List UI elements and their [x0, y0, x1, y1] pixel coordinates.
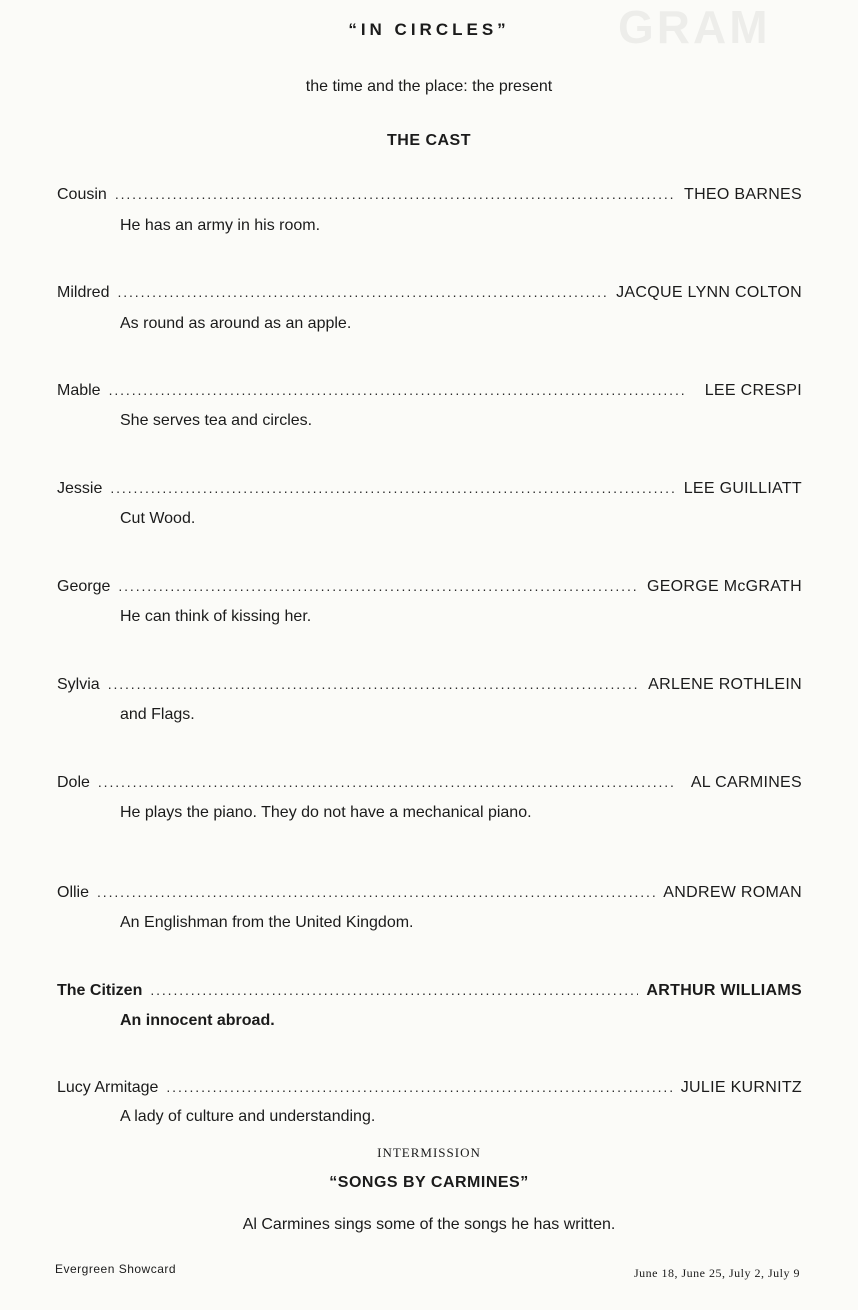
actor-name: THEO BARNES [684, 186, 802, 203]
cast-entry-sylvia [57, 676, 802, 694]
cast-heading: THE CAST [387, 132, 471, 149]
role-name: Ollie [57, 884, 90, 901]
intermission-label: INTERMISSION [377, 1145, 481, 1160]
cast-entry-ollie [57, 884, 802, 902]
bleed-through-text: GRAM [618, 1, 771, 53]
role-name: The Citizen [57, 982, 143, 999]
role-name: Jessie [57, 480, 103, 497]
role-description: and Flags. [120, 706, 195, 723]
role-description: A lady of culture and understanding. [120, 1108, 376, 1125]
actor-name: ANDREW ROMAN [663, 884, 802, 901]
cast-entry-george [57, 578, 802, 596]
role-name: Dole [57, 774, 90, 791]
actor-name: LEE GUILLIATT [683, 480, 802, 497]
role-description: He can think of kissing her. [120, 608, 312, 625]
role-name: Sylvia [57, 676, 100, 693]
cast-entry-mildred [57, 284, 802, 302]
actor-name: LEE CRESPI [704, 382, 802, 399]
role-description: Cut Wood. [120, 510, 196, 527]
role-name: Lucy Armitage [57, 1079, 159, 1096]
leader-dots [118, 578, 639, 594]
leader-dots [108, 676, 640, 692]
actor-name: ARTHUR WILLIAMS [646, 982, 802, 999]
role-name: Cousin [57, 186, 107, 203]
setting-line: the time and the place: the present [305, 78, 553, 95]
songs-heading: “SONGS BY CARMINES” [329, 1174, 529, 1191]
songs-description: Al Carmines sings some of the songs he has written. [242, 1216, 616, 1233]
leader-dots [110, 480, 675, 496]
actor-name: JULIE KURNITZ [680, 1079, 802, 1096]
cast-entry-lucy-armitage [57, 1079, 802, 1097]
actor-name: ARLENE ROTHLEIN [648, 676, 802, 693]
play-title: “IN CIRCLES” [348, 20, 510, 39]
leader-dots [109, 382, 697, 398]
cast-entry-jessie [57, 480, 802, 498]
actor-name: JACQUE LYNN COLTON [616, 284, 802, 301]
leader-dots [150, 982, 638, 998]
leader-dots [97, 884, 655, 900]
leader-dots [117, 284, 608, 300]
cast-entry-dole [57, 774, 802, 792]
actor-name: AL CARMINES [690, 774, 802, 791]
role-description: An Englishman from the United Kingdom. [120, 914, 414, 931]
publication-name: Evergreen Showcard [55, 1262, 177, 1276]
role-name: George [57, 578, 111, 595]
cast-entry-cousin [57, 186, 802, 204]
cast-entry-the-citizen [57, 982, 802, 1000]
leader-dots [98, 774, 683, 790]
actor-name: GEORGE McGRATH [646, 578, 802, 595]
role-description: An innocent abroad. [120, 1012, 275, 1029]
role-description: She serves tea and circles. [120, 412, 313, 429]
role-name: Mildred [57, 284, 110, 301]
leader-dots [115, 186, 676, 202]
role-name: Mable [57, 382, 101, 399]
performance-dates: June 18, June 25, July 2, July 9 [634, 1266, 800, 1280]
cast-entry-mable [57, 382, 802, 400]
role-description: As round as around as an apple. [120, 315, 352, 332]
role-description: He plays the piano. They do not have a mechanical piano. [120, 804, 532, 821]
leader-dots [166, 1079, 672, 1095]
role-description: He has an army in his room. [120, 217, 321, 234]
